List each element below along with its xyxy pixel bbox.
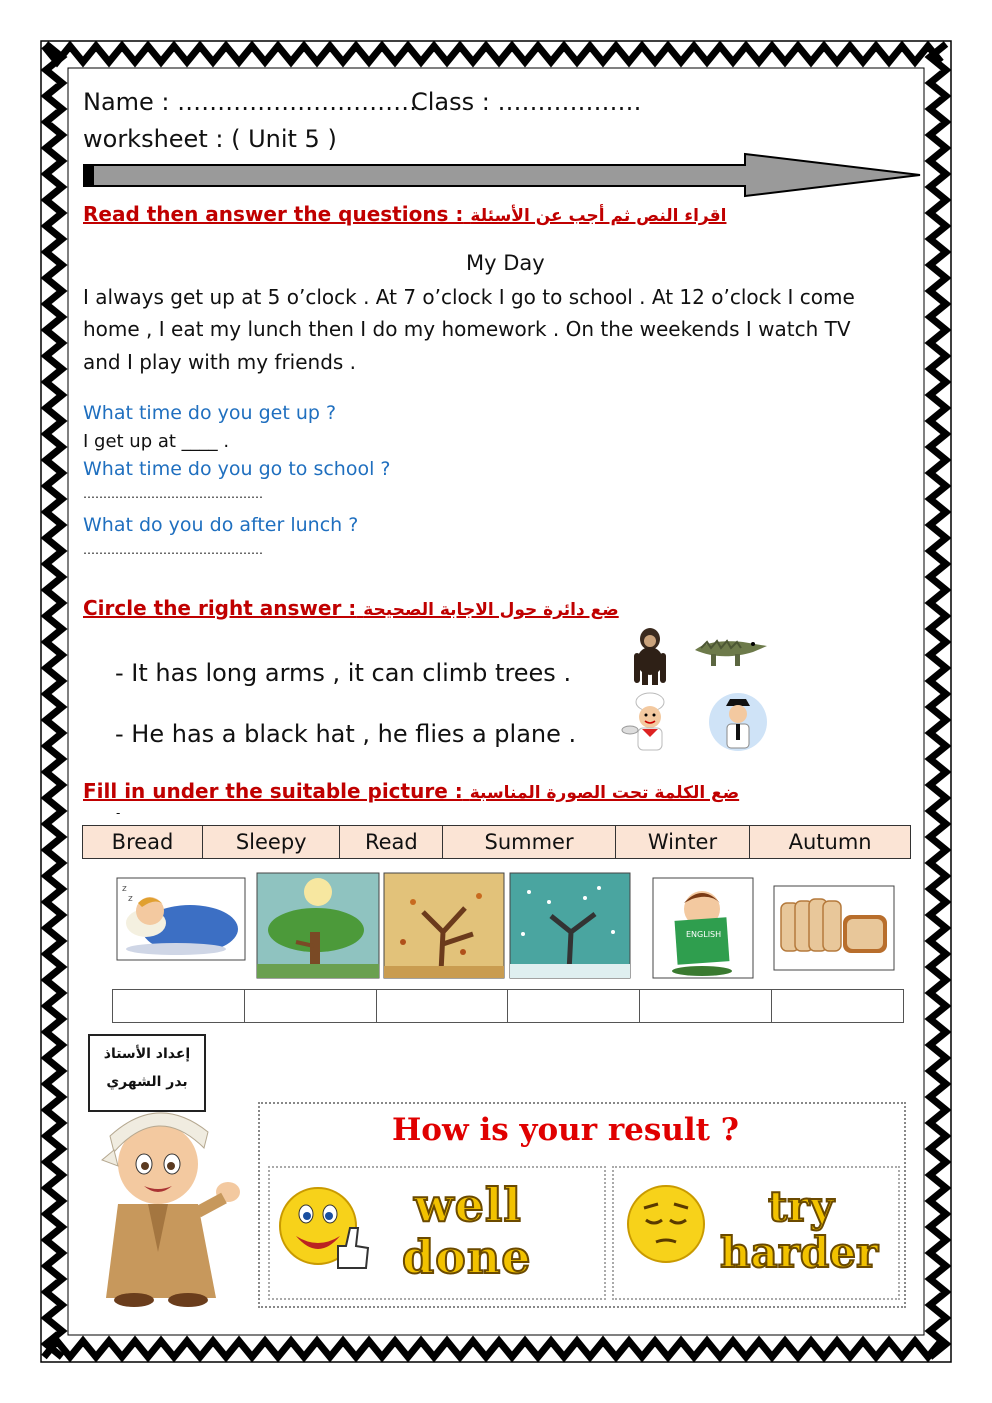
section-fill-title-ar: ضع الكلمة تحت الصورة المناسبة [469,783,740,803]
question-3: What do you do after lunch ? [83,514,359,536]
boy-character-illustration [78,1102,248,1312]
word-autumn[interactable]: Autumn [750,826,911,859]
crocodile-icon[interactable] [693,628,769,670]
question-1: What time do you get up ? [83,402,337,424]
section-circle-title-ar: ضع دائرة حول الاجابة الصحيحة [363,600,619,620]
circle-item-2: - He has a black hat , he flies a plane . [115,720,577,748]
try-text: try [768,1182,834,1231]
word-bank-table [82,825,911,859]
class-field: Class : ……………… [411,88,642,116]
winter-tree-picture [509,872,631,979]
teacher-credit-line-1: إعداد الأستاذ [103,1046,191,1062]
passage-line-1: I always get up at 5 o’clock . At 7 o’clock I go to school . At 12 o’clock I come [83,285,855,309]
answer-box-2[interactable] [244,990,376,1023]
section-fill-title [83,779,739,803]
word-sleepy[interactable]: Sleepy [203,826,340,859]
harder-text: harder [720,1228,879,1277]
answer-1[interactable]: I get up at ____ . [83,431,230,452]
section-read-title [83,202,726,226]
answer-boxes-table [112,989,904,1023]
passage-line-3: and I play with my friends . [83,350,357,374]
done-text: done [402,1230,532,1284]
reading-boy-picture [652,877,754,979]
result-title: How is your result ? [392,1112,739,1148]
svg-text:z: z [128,894,133,904]
arrow-divider [80,150,925,200]
section-read-title-en: Read then answer the questions : [83,202,464,226]
summer-tree-picture [256,872,380,979]
answer-box-3[interactable] [376,990,508,1023]
word-winter[interactable]: Winter [615,826,749,859]
bread-picture [773,885,895,971]
pensive-face-icon [624,1180,708,1270]
teacher-credit-line-2: بدر الشهري [106,1074,188,1090]
circle-item-1: - It has long arms , it can climb trees . [115,659,572,687]
passage-line-2: home , I eat my lunch then I do my homework . On the weekends I watch TV [83,317,851,341]
thumbs-up-smiley-icon [276,1180,372,1280]
pilot-icon[interactable] [708,690,768,754]
answer-box-5[interactable] [640,990,772,1023]
word-read[interactable]: Read [340,826,443,859]
section-circle-title-en: Circle the right answer : [83,596,357,620]
section-read-title-ar: اقراء النص ثم أجب عن الأسئلة [470,206,727,226]
question-2: What time do you go to school ? [83,458,391,480]
section-circle-title [83,596,619,620]
answer-3[interactable]: ……………………………………… [83,543,263,557]
answer-box-1[interactable] [113,990,245,1023]
well-text: well [414,1178,522,1232]
svg-text:z: z [122,884,127,894]
passage-title: My Day [466,251,545,275]
answer-box-6[interactable] [772,990,904,1023]
autumn-tree-picture [383,872,505,979]
section-fill-title-en: Fill in under the suitable picture : [83,779,463,803]
worksheet-title: worksheet : ( Unit 5 ) [83,125,337,153]
answer-2[interactable]: ……………………………………… [83,487,263,501]
name-field: Name : ………………………… [83,88,418,116]
teacher-credit-bubble [88,1034,206,1112]
answer-box-4[interactable] [508,990,640,1023]
word-bread[interactable]: Bread [83,826,203,859]
word-summer[interactable]: Summer [443,826,615,859]
sleeping-boy-picture [116,877,246,961]
svg-text:ENGLISH: ENGLISH [686,930,722,939]
stray-dash: - [116,806,121,820]
chimpanzee-icon[interactable] [625,625,675,685]
chef-icon[interactable] [620,692,678,754]
